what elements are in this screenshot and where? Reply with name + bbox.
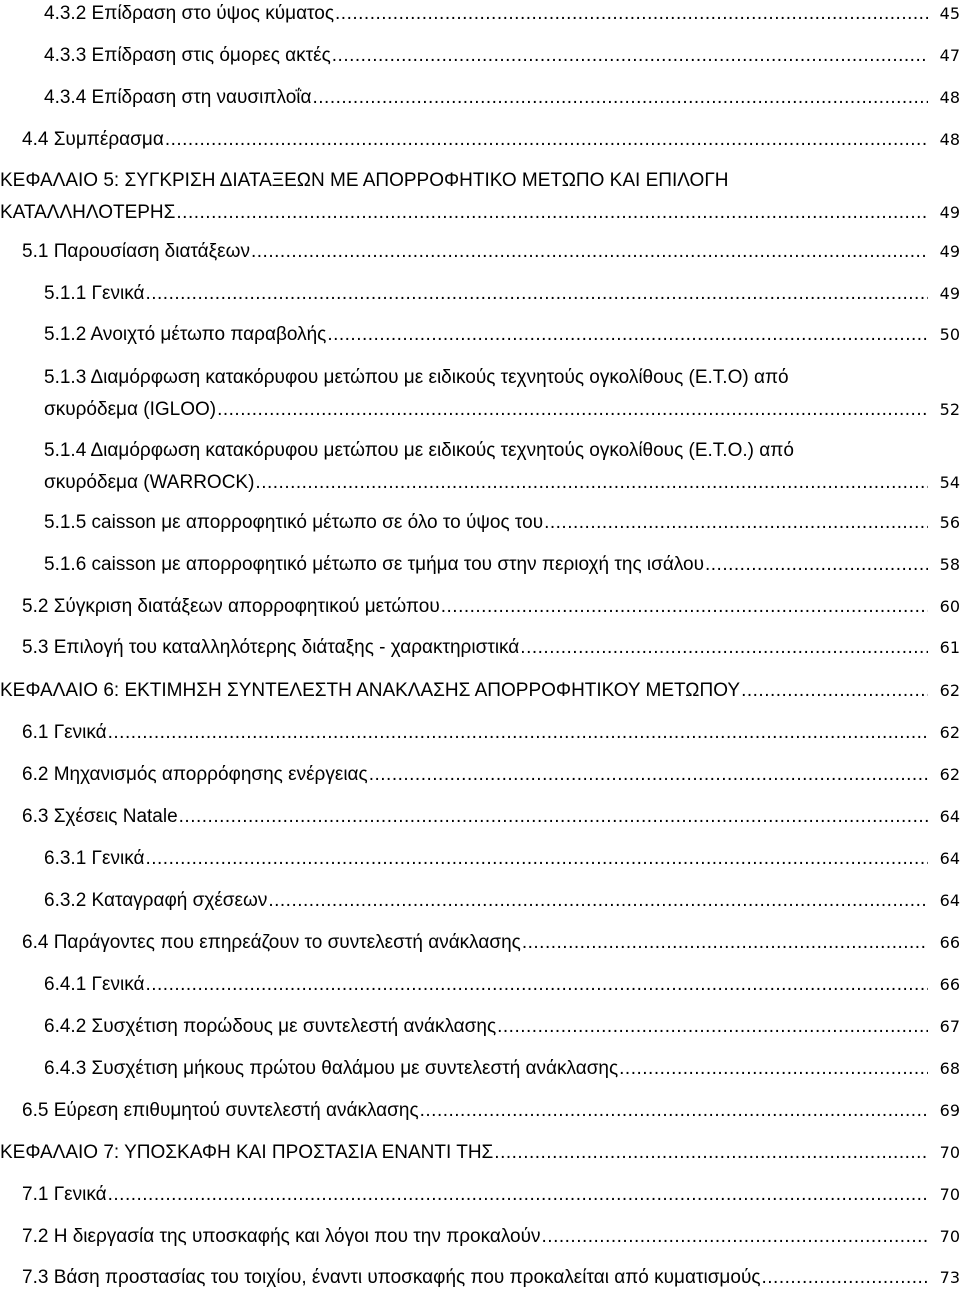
toc-entry-text: 6.4.1 Γενικά <box>44 974 145 995</box>
toc-entry-text: 7.2 Η διεργασία της υποσκαφής και λόγοι που την προκαλούν <box>22 1226 541 1247</box>
toc-entry-text: 4.3.2 Επίδραση στο ύψος κύματος <box>44 3 335 24</box>
toc-entry-text: σκυρόδεμα (WARROCK) <box>44 472 255 493</box>
toc-entry-line <box>22 803 960 831</box>
toc-entry[interactable] <box>0 971 960 999</box>
toc-entry[interactable] <box>0 803 960 831</box>
toc-page-number: 73 <box>939 1268 960 1287</box>
toc-entry-line <box>44 509 960 537</box>
toc-dot-leader <box>217 396 928 424</box>
toc-entry-text: 6.4.3 Συσχέτιση μήκους πρώτου θαλάμου με συντελεστή ανάκλασης <box>44 1058 619 1079</box>
toc-page-number: 64 <box>939 891 960 910</box>
toc-dot-leader <box>522 929 928 957</box>
toc-entry-line <box>22 1264 960 1292</box>
toc-entry[interactable] <box>0 1097 960 1125</box>
toc-entry-line <box>44 280 960 308</box>
toc-page-number: 68 <box>939 1059 960 1078</box>
toc-entry-line <box>22 126 960 154</box>
toc-entry-text: 6.3.2 Καταγραφή σχέσεων <box>44 890 268 911</box>
toc-entry-text: 5.1.6 caisson με απορροφητικό μέτωπο σε τμήμα του στην περιοχή της ισάλου <box>44 554 704 575</box>
toc-entry-heading-line[interactable] <box>0 167 960 195</box>
toc-entry[interactable] <box>0 719 960 747</box>
toc-dot-leader <box>165 126 928 154</box>
toc-dot-leader <box>494 1139 928 1167</box>
toc-entry-text: 6.5 Εύρεση επιθυμητού συντελεστή ανάκλασης <box>22 1100 419 1121</box>
toc-entry[interactable] <box>0 396 960 424</box>
toc-entry-text: 5.1.5 caisson με απορροφητικό μέτωπο σε όλο το ύψος του <box>44 512 544 533</box>
toc-entry[interactable] <box>0 469 960 497</box>
toc-entry-text: 6.4.2 Συσχέτιση πορώδους με συντελεστή ανάκλασης <box>44 1016 497 1037</box>
toc-entry[interactable] <box>0 593 960 621</box>
toc-entry-line <box>22 634 960 662</box>
toc-dot-leader <box>705 551 928 579</box>
toc-entry[interactable] <box>0 1181 960 1209</box>
toc-dot-leader <box>544 509 928 537</box>
toc-entry[interactable] <box>0 677 960 705</box>
toc-entry-line <box>22 1181 960 1209</box>
toc-entry[interactable] <box>0 238 960 266</box>
toc-entry[interactable] <box>0 0 960 28</box>
toc-page-number: 50 <box>939 325 960 344</box>
toc-page-number: 48 <box>939 130 960 149</box>
toc-entry[interactable] <box>0 887 960 915</box>
toc-page-number: 66 <box>939 975 960 994</box>
toc-page-number: 54 <box>939 473 960 492</box>
toc-entry-text: σκυρόδεμα (IGLOO) <box>44 399 217 420</box>
toc-dot-leader <box>108 1181 928 1209</box>
toc-entry-text: 5.1 Παρουσίαση διατάξεων <box>22 241 250 262</box>
toc-dot-leader <box>369 761 928 789</box>
toc-entry-line <box>44 469 960 497</box>
toc-entry[interactable] <box>0 634 960 662</box>
toc-page-number: 47 <box>939 46 960 65</box>
toc-entry-text: 4.3.4 Επίδραση στη ναυσιπλοΐα <box>44 87 312 108</box>
toc-page-number: 67 <box>939 1017 960 1036</box>
toc-entry-line <box>44 396 960 424</box>
toc-page-number: 66 <box>939 933 960 952</box>
toc-entry[interactable] <box>0 126 960 154</box>
toc-entry-text: ΚΕΦΑΛΑΙΟ 5: ΣΥΓΚΡΙΣΗ ΔΙΑΤΑΞΕΩΝ ΜΕ ΑΠΟΡΡΟΦΗΤΙΚΟ ΜΕΤΩΠΟ ΚΑΙ ΕΠΙΛΟΓΗ <box>0 170 729 191</box>
toc-entry-line <box>44 845 960 873</box>
toc-entry-line <box>44 1013 960 1041</box>
toc-dot-leader <box>108 719 928 747</box>
toc-entry-text: 5.3 Επιλογή του καταλληλότερης διάταξης - χαρακτηριστικά <box>22 637 520 658</box>
toc-dot-leader <box>145 280 928 308</box>
toc-entry-text: 7.1 Γενικά <box>22 1184 107 1205</box>
toc-page-number: 62 <box>939 681 960 700</box>
toc-entry-line <box>22 761 960 789</box>
toc-dot-leader <box>268 887 928 915</box>
toc-entry-text: 7.3 Βάση προστασίας του τοιχίου, έναντι υποσκαφής που προκαλείται από κυματισμούς <box>22 1267 761 1288</box>
toc-entry-text: 5.2 Σύγκριση διατάξεων απορροφητικού μετώπου <box>22 596 440 617</box>
toc-page-number: 56 <box>939 513 960 532</box>
toc-page-number: 45 <box>939 4 960 23</box>
toc-page-number: 61 <box>939 638 960 657</box>
toc-page-number: 49 <box>939 203 960 222</box>
toc-entry[interactable] <box>0 845 960 873</box>
toc-entry-heading-line[interactable] <box>0 364 960 392</box>
toc-page-number: 64 <box>939 849 960 868</box>
toc-entry[interactable] <box>0 321 960 349</box>
toc-dot-leader <box>145 845 928 873</box>
toc-page-number: 62 <box>939 765 960 784</box>
toc-entry[interactable] <box>0 1013 960 1041</box>
toc-entry-text: 4.3.3 Επίδραση στις όμορες ακτές <box>44 45 331 66</box>
toc-entry[interactable] <box>0 42 960 70</box>
toc-entry[interactable] <box>0 761 960 789</box>
toc-dot-leader <box>335 0 928 28</box>
toc-entry-line <box>0 677 960 705</box>
toc-dot-leader <box>497 1013 928 1041</box>
toc-dot-leader <box>762 1264 929 1292</box>
toc-entry-text: 4.4 Συμπέρασμα <box>22 129 164 150</box>
toc-page-number: 60 <box>939 597 960 616</box>
toc-entry[interactable] <box>0 1223 960 1251</box>
toc-entry-text: 5.1.1 Γενικά <box>44 283 145 304</box>
toc-dot-leader <box>145 971 928 999</box>
toc-dot-leader <box>332 42 928 70</box>
toc-entry-text: 6.3.1 Γενικά <box>44 848 145 869</box>
toc-entry-text: 6.3 Σχέσεις Natale <box>22 806 178 827</box>
toc-entry-line <box>22 593 960 621</box>
toc-entry-heading-line[interactable] <box>0 437 960 465</box>
toc-entry-text: 6.2 Μηχανισμός απορρόφησης ενέργειας <box>22 764 368 785</box>
toc-entry-line <box>22 719 960 747</box>
toc-entry-line <box>44 887 960 915</box>
toc-entry-line <box>44 0 960 28</box>
toc-dot-leader <box>312 84 928 112</box>
toc-dot-leader <box>255 469 928 497</box>
toc-dot-leader <box>420 1097 928 1125</box>
toc-page-number: 49 <box>939 242 960 261</box>
toc-dot-leader <box>179 803 928 831</box>
toc-page-number: 49 <box>939 284 960 303</box>
toc-entry[interactable] <box>0 84 960 112</box>
toc-entry-line <box>44 971 960 999</box>
toc-entry[interactable] <box>0 1055 960 1083</box>
toc-dot-leader <box>327 321 928 349</box>
toc-entry-line <box>22 1223 960 1251</box>
toc-dot-leader <box>542 1223 928 1251</box>
toc-page-number: 48 <box>939 88 960 107</box>
toc-dot-leader <box>251 238 928 266</box>
toc-entry[interactable] <box>0 551 960 579</box>
toc-entry-text: 5.1.4 Διαμόρφωση κατακόρυφου μετώπου με ειδικούς τεχνητούς ογκολίθους (Ε.Τ.Ο.) από <box>44 440 794 461</box>
toc-entry-line <box>22 238 960 266</box>
toc-entry-line <box>22 929 960 957</box>
toc-page-number: 70 <box>939 1143 960 1162</box>
toc-entry-text: ΚΕΦΑΛΑΙΟ 7: ΥΠΟΣΚΑΦΗ ΚΑΙ ΠΡΟΣΤΑΣΙΑ ΕΝΑΝΤΙ ΤΗΣ <box>0 1142 494 1163</box>
toc-entry[interactable] <box>0 1264 960 1292</box>
toc-entry[interactable] <box>0 509 960 537</box>
toc-page-number: 52 <box>939 400 960 419</box>
toc-dot-leader <box>441 593 928 621</box>
toc-entry-line <box>44 84 960 112</box>
toc-entry[interactable] <box>0 929 960 957</box>
toc-page-number: 62 <box>939 723 960 742</box>
toc-entry[interactable] <box>0 1139 960 1167</box>
toc-entry-text: ΚΕΦΑΛΑΙΟ 6: ΕΚΤΙΜΗΣΗ ΣΥΝΤΕΛΕΣΤΗ ΑΝΑΚΛΑΣΗΣ ΑΠΟΡΡΟΦΗΤΙΚΟΥ ΜΕΤΩΠΟΥ <box>0 680 741 701</box>
toc-entry[interactable] <box>0 199 960 227</box>
toc-entry-line <box>44 42 960 70</box>
toc-page-number: 58 <box>939 555 960 574</box>
toc-entry-text: 5.1.3 Διαμόρφωση κατακόρυφου μετώπου με ειδικούς τεχνητούς ογκολίθους (Ε.Τ.Ο) από <box>44 367 789 388</box>
toc-entry-text: 6.4 Παράγοντες που επηρεάζουν το συντελεστή ανάκλασης <box>22 932 521 953</box>
toc-entry-text: ΚΑΤΑΛΛΗΛΟΤΕΡΗΣ <box>0 202 176 223</box>
toc-dot-leader <box>176 199 928 227</box>
toc-entry-line <box>44 1055 960 1083</box>
toc-entry-line <box>0 199 960 227</box>
toc-page-number: 69 <box>939 1101 960 1120</box>
toc-page-number: 64 <box>939 807 960 826</box>
toc-page-number: 70 <box>939 1185 960 1204</box>
toc-entry-line <box>44 321 960 349</box>
toc-entry-line <box>22 1097 960 1125</box>
toc-dot-leader <box>741 677 928 705</box>
toc-entry-line <box>0 1139 960 1167</box>
toc-dot-leader <box>619 1055 928 1083</box>
toc-entry-line <box>44 551 960 579</box>
toc-page-number: 70 <box>939 1227 960 1246</box>
toc-dot-leader <box>520 634 928 662</box>
toc-entry-text: 6.1 Γενικά <box>22 722 107 743</box>
toc-entry[interactable] <box>0 280 960 308</box>
toc-entry-text: 5.1.2 Ανοιχτό μέτωπο παραβολής <box>44 324 327 345</box>
